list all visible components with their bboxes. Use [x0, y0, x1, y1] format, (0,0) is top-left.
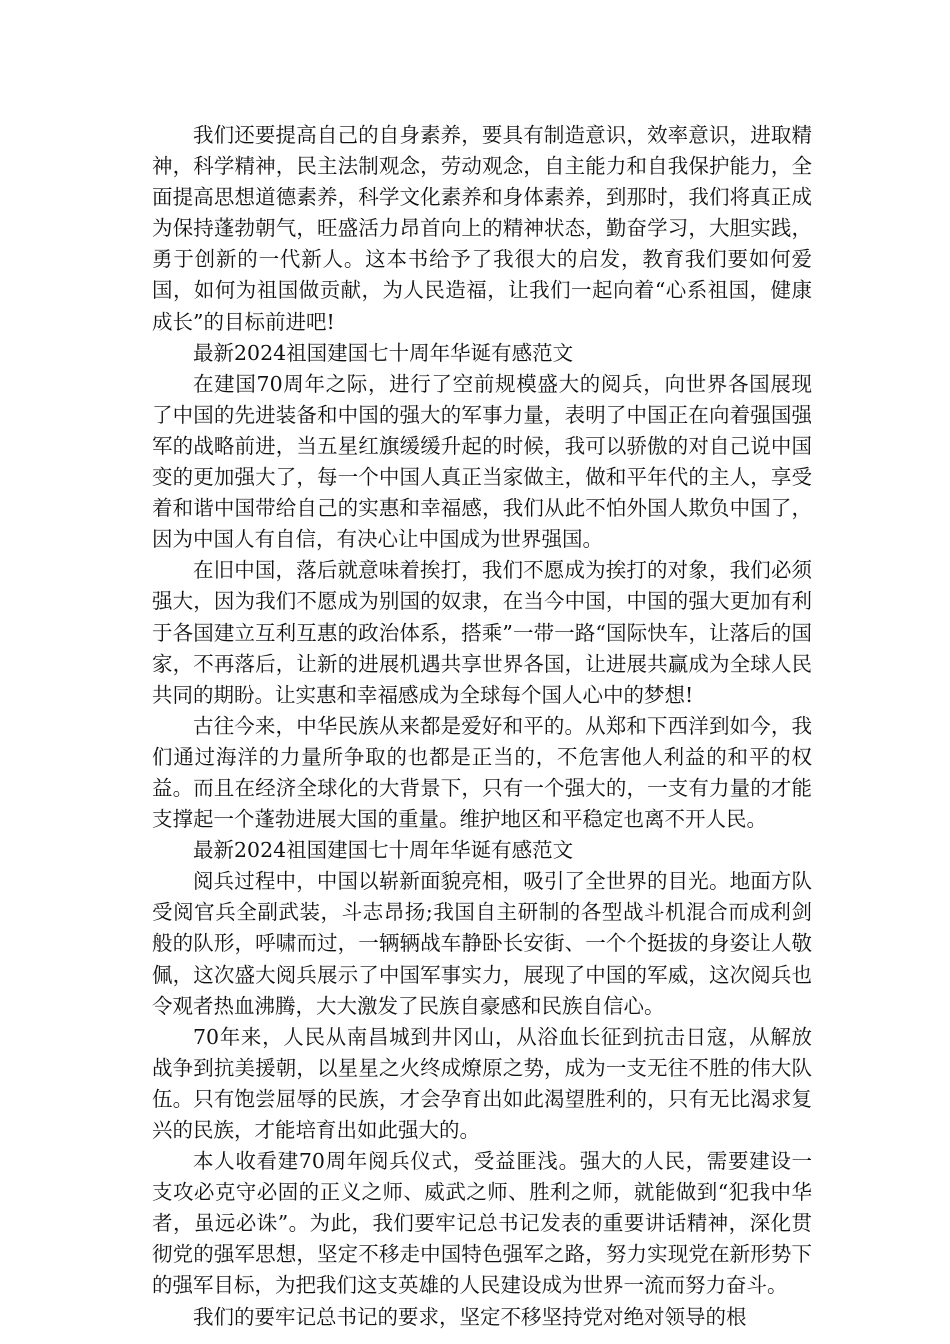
- section-heading-1: 最新2024祖国建国七十周年华诞有感范文: [193, 340, 574, 365]
- paragraph-watching-parade: 本人收看建70周年阅兵仪式，受益匪浅。强大的人民，需要建设一支攻必克守必固的正义之师、威武之师、胜利之师，就能做到“犯我中华者，虽远必诛”。为此，我们要牢记总书记发表的重要讲话精神，深化贯彻党的强军思想，坚定不移走中国特色强军之路，努力实现党在新形势下的强军目标，为把我们这支英雄的人民建设成为世界一流而努力奋斗。: [152, 1149, 812, 1298]
- paragraph-old-china: 在旧中国，落后就意味着挨打，我们不愿成为挨打的对象，我们必须强大，因为我们不愿成为别国的奴隶，在当今中国，中国的强大更加有利于各国建立互利互惠的政治体系，搭乘”一带一路“国际快车，让落后的国家，不再落后，让新的进展机遇共享世界各国，让进展共赢成为全球人民共同的期盼。让实惠和幸福感成为全球每个国人心中的梦想!: [152, 558, 812, 707]
- paragraph-self-improvement: 我们还要提高自己的自身素养，要具有制造意识，效率意识，进取精神，科学精神，民主法制观念，劳动观念，自主能力和自我保护能力，全面提高思想道德素养，科学文化素养和身体素养，到那时，我们将真正成为保持蓬勃朝气，旺盛活力昂首向上的精神状态，勤奋学习，大胆实践，勇于创新的一代新人。这本书给予了我很大的启发，教育我们要如何爱国，如何为祖国做贡献，为人民造福，让我们一起向着“心系祖国，健康成长”的目标前进吧!: [152, 123, 812, 334]
- paragraph-parade-process: 阅兵过程中，中国以崭新面貌亮相，吸引了全世界的目光。地面方队受阅官兵全副武装，斗志昂扬;我国自主研制的各型战斗机混合而成利剑般的队形，呼啸而过，一辆辆战车静卧长安街、一个个挺拔的身姿让人敬佩，这次盛大阅兵展示了中国军事实力，展现了中国的军威，这次阅兵也令观者热血沸腾，大大激发了民族自豪感和民族自信心。: [152, 869, 812, 1018]
- paragraph-peace-loving: 古往今来，中华民族从来都是爱好和平的。从郑和下西洋到如今，我们通过海洋的力量所争取的也都是正当的，不危害他人利益的和平的权益。而且在经济全球化的大背景下，只有一个强大的，一支有力量的才能支撑起一个蓬勃进展大国的重量。维护地区和平稳定也离不开人民。: [152, 713, 812, 832]
- paragraph-final-fragment: 我们的要牢记总书记的要求，坚定不移坚持党对绝对领导的根: [193, 1304, 747, 1329]
- paragraph-seventy-years: 70年来，人民从南昌城到井冈山，从浴血长征到抗击日寇，从解放战争到抗美援朝，以星星之火终成燎原之势，成为一支无往不胜的伟大队伍。只有饱尝屈辱的民族，才会孕育出如此渴望胜利的，只有无比渴求复兴的民族，才能培育出如此强大的。: [152, 1024, 812, 1142]
- section-heading-2: 最新2024祖国建国七十周年华诞有感范文: [193, 838, 574, 863]
- paragraph-parade-70th: 在建国70周年之际，进行了空前规模盛大的阅兵，向世界各国展现了中国的先进装备和中国的强大的军事力量，表明了中国正在向着强国强军的战略前进，当五星红旗缓缓升起的时候，我可以骄傲的对自己说中国变的更加强大了，每一个中国人真正当家做主，做和平年代的主人，享受着和谐中国带给自己的实惠和幸福感，我们从此不怕外国人欺负中国了，因为中国人有自信，有决心让中国成为世界强国。: [152, 371, 812, 552]
- document-body: [152, 120, 812, 1333]
